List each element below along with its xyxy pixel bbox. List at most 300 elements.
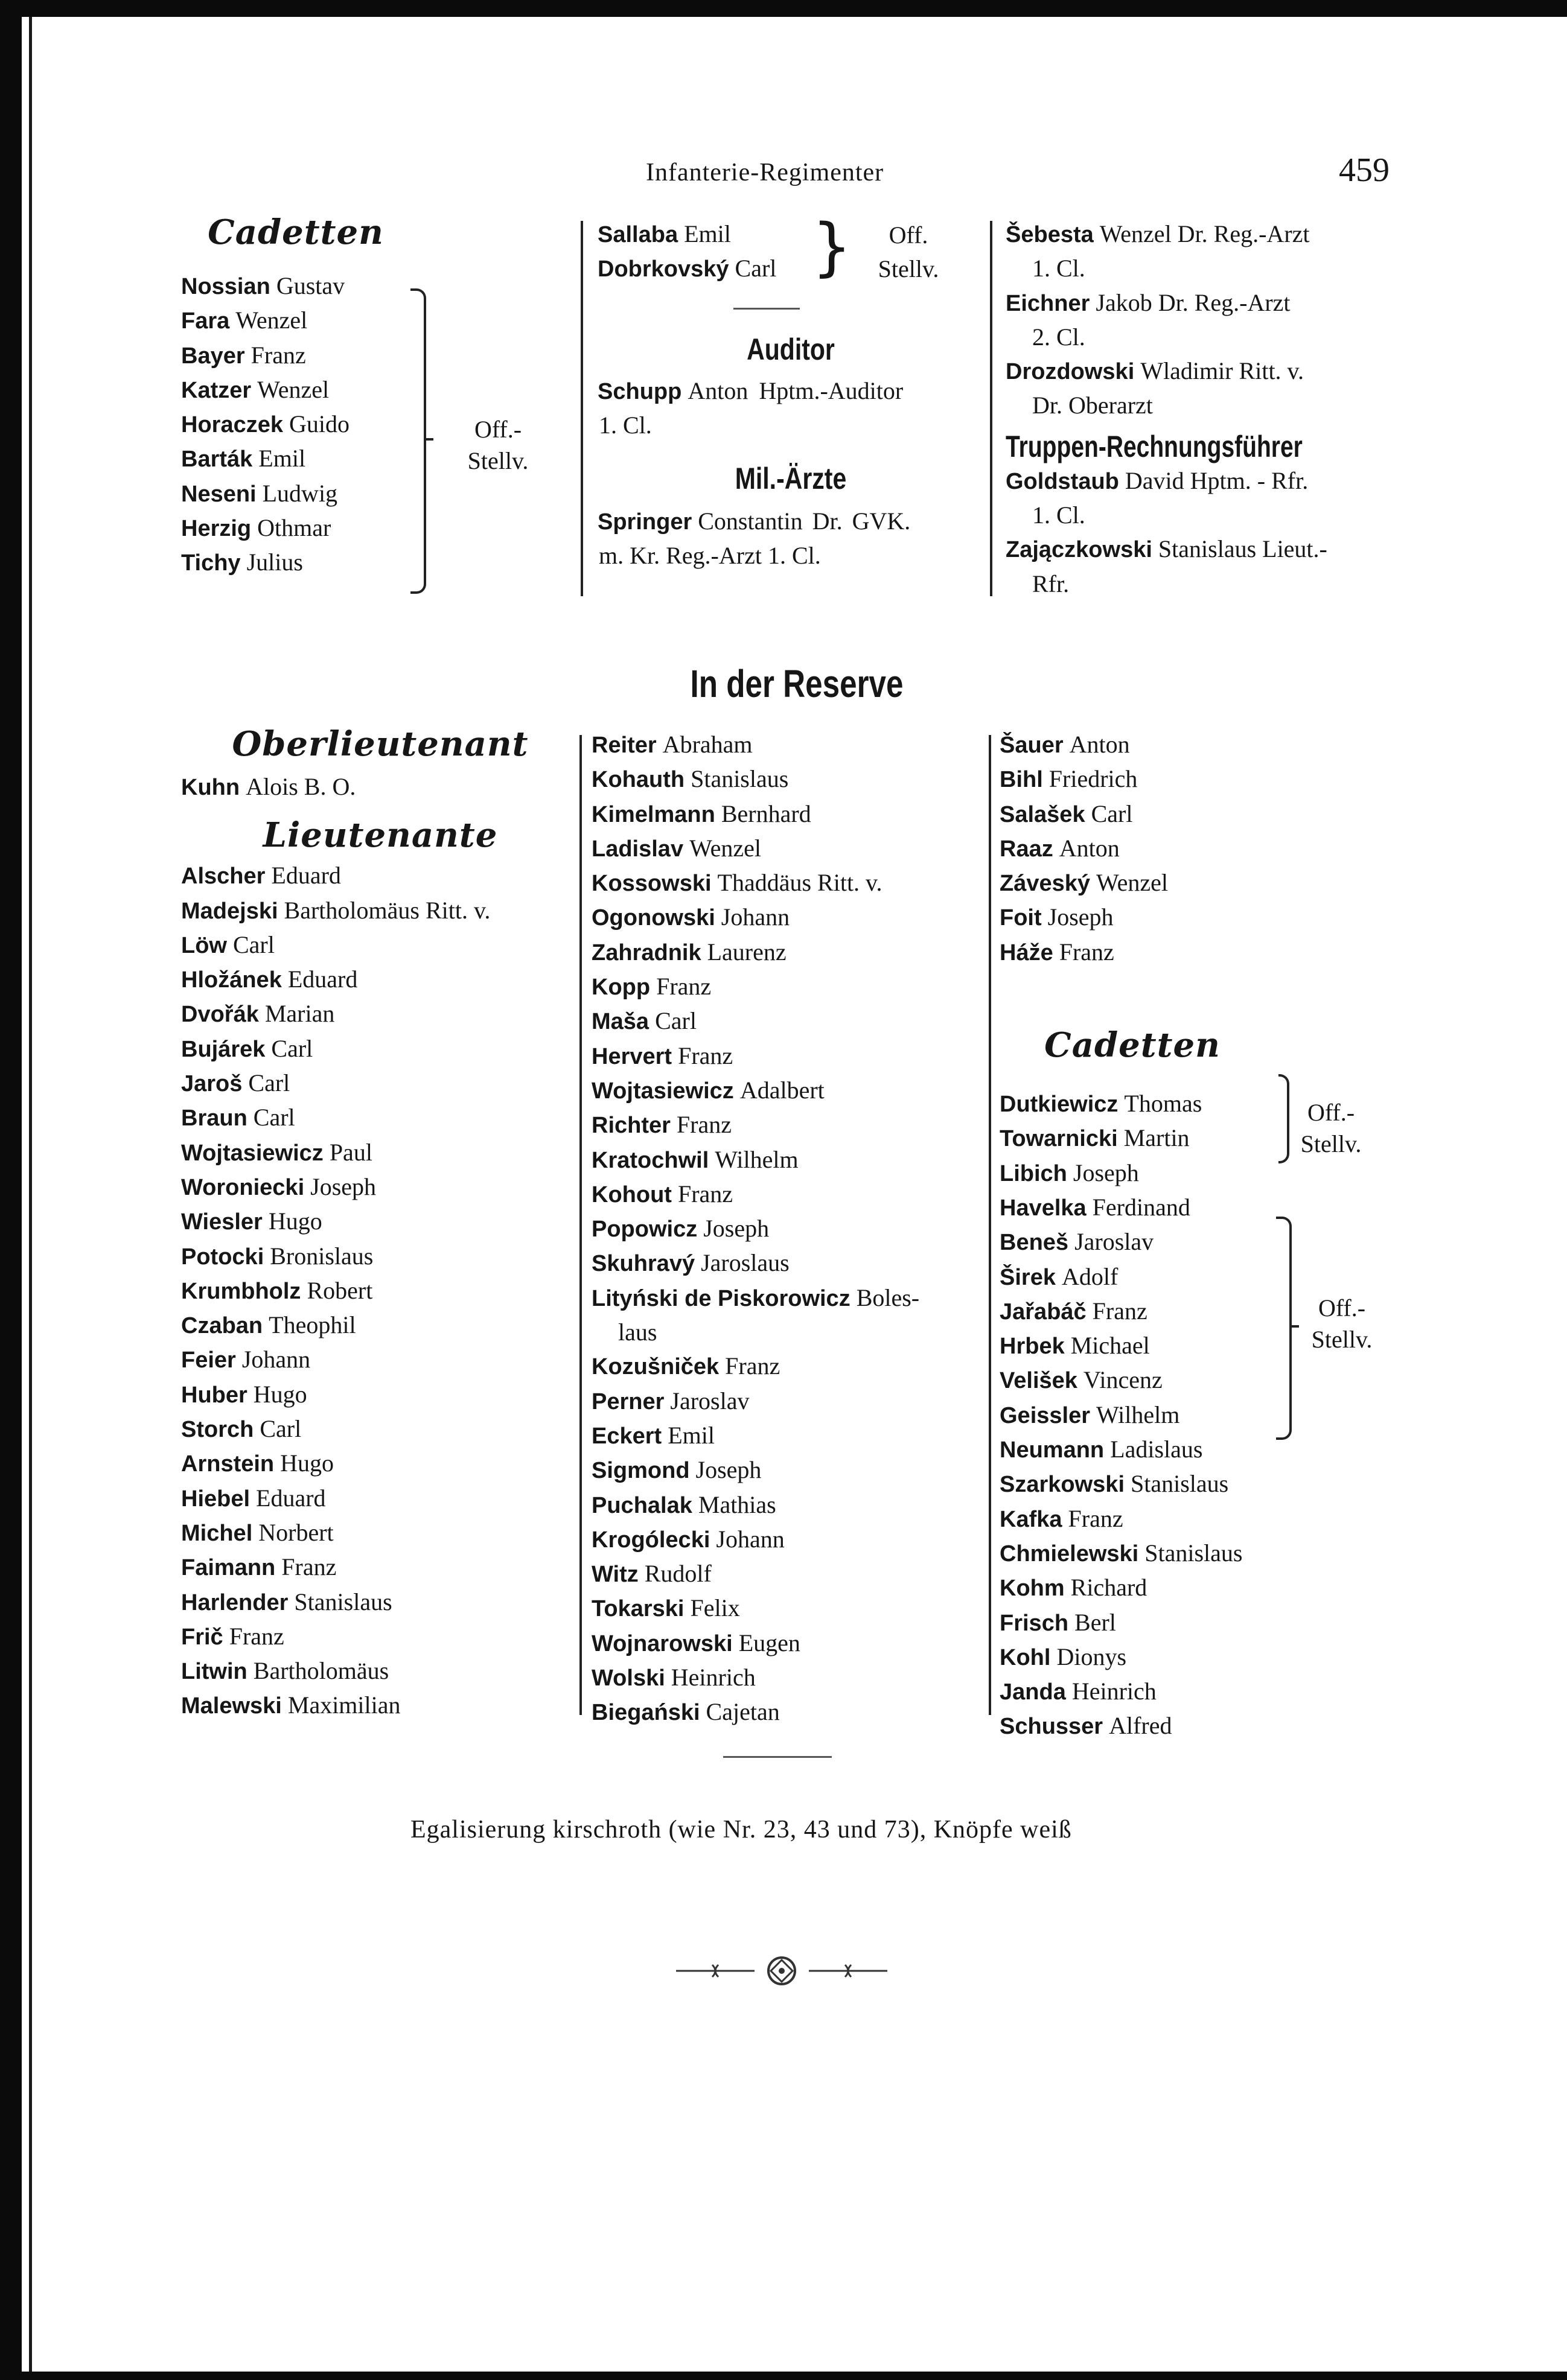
reserve-lieutenant-surname: Puchalak [592, 1492, 692, 1518]
reserve-lieutenant-surname: Eckert [592, 1423, 662, 1449]
scan-frame-left-line [29, 17, 32, 2380]
reserve-lieutenant-given-name: Robert [307, 1276, 373, 1304]
reserve-lieutenant-given-name: Abraham [662, 731, 753, 758]
reserve-brace-1-label-line1: Off.- [1307, 1099, 1355, 1126]
reserve-cadet-given-name: Franz [1068, 1504, 1123, 1532]
reserve-lieutenant-entry [592, 1281, 978, 1316]
reserve-cadet-entry [1000, 1156, 1374, 1191]
oberlieutenant-entry [181, 770, 579, 804]
reserve-lieutenant-surname: Kopp [592, 975, 651, 1001]
reserve-cadet-given-name: Berl [1074, 1608, 1116, 1636]
reserve-lieutenant-given-name: laus [618, 1319, 657, 1346]
reserve-cadet-entry [1000, 1467, 1374, 1501]
reserve-lieutenant-given-name: Carl [271, 1034, 313, 1062]
reserve-lieutenant-entry [181, 1654, 579, 1688]
reserve-lieutenant-surname: Storch [181, 1417, 254, 1443]
reserve-lieutenant-surname: Huber [181, 1382, 247, 1408]
reserve-cadet-given-name: Alfred [1109, 1712, 1172, 1740]
reserve-lieutenant-surname: Arnstein [181, 1451, 275, 1477]
reserve-cadet-given-name: Wilhelm [1096, 1401, 1180, 1428]
reserve-brace-2-label-line1: Off.- [1318, 1294, 1366, 1322]
rechnungsfuehrer-surname: Goldstaub [1006, 468, 1119, 494]
reserve-lieutenant-entry [592, 970, 978, 1004]
reserve-lieutenant-given-name: Thaddäus Ritt. v. [717, 869, 882, 897]
reserve-lieutenant-entry [592, 866, 978, 900]
reserve-cadet-surname: Beneš [1000, 1230, 1069, 1256]
regimentsarzt-entry [1006, 286, 1398, 320]
reserve-lieutenant-entry [181, 1585, 579, 1620]
reserve-cadet-surname: Neumann [1000, 1437, 1105, 1463]
reserve-lieutenant-entry [592, 1557, 978, 1591]
oberlieutenant-details: Alois B. O. [246, 773, 356, 800]
reserve-cadet-given-name: Franz [1092, 1297, 1147, 1325]
reserve-lieutenant-surname: Raaz [1000, 836, 1053, 862]
reserve-right-cadets-list [1000, 1087, 1374, 1744]
reserve-lieutenant-surname: Kossowski [592, 871, 712, 897]
reserve-lieutenant-entry [592, 1246, 978, 1281]
reserve-lieutenant-entry [181, 1688, 579, 1723]
reserve-lieutenant-given-name: Carl [655, 1007, 697, 1035]
reserve-lieutenant-entry [181, 1516, 579, 1550]
reserve-lieutenant-given-name: Adalbert [739, 1076, 825, 1104]
reserve-lieutenant-entry [181, 1343, 579, 1377]
reserve-lieutenant-surname: Hiebel [181, 1486, 251, 1512]
regimentsarzt-given-name: 1. Cl. [1032, 255, 1085, 282]
reserve-lieutenant-surname: Krumbholz [181, 1278, 301, 1304]
reserve-lieutenant-given-name: Hugo [280, 1449, 334, 1477]
reserve-lieutenant-surname: Biegański [592, 1700, 700, 1726]
reserve-lieutenant-given-name: Franz [229, 1622, 284, 1650]
reserve-lieutenant-entry [181, 1620, 579, 1654]
reserve-lieutenant-surname: Reiter [592, 733, 657, 758]
reserve-lieutenant-given-name: Hugo [268, 1208, 322, 1235]
reserve-lieutenant-entry [181, 1446, 579, 1481]
reserve-lieutenant-given-name: Heinrich [671, 1664, 756, 1691]
reserve-lieutenant-entry [181, 1481, 579, 1516]
reserve-lieutenant-given-name: Eduard [271, 862, 341, 889]
reserve-lieutenant-entry [592, 762, 978, 797]
reserve-lieutenant-entry [181, 1032, 579, 1066]
reserve-lieutenant-entry [1000, 832, 1374, 866]
reserve-left-column [181, 724, 579, 1723]
reserve-lieutenant-entry [592, 1039, 978, 1074]
oberlieutenant-surname: Kuhn [181, 775, 240, 800]
reserve-cadet-surname: Dutkiewicz [1000, 1092, 1119, 1118]
reserve-cadet-entry [1000, 1260, 1374, 1294]
reserve-left-list [181, 859, 579, 1723]
arzt-details: Constantin Dr. GVK. [698, 507, 911, 535]
reserve-middle-column [592, 728, 978, 1730]
reserve-lieutenant-surname: Ogonowski [592, 905, 715, 931]
upper-mid-brace-label-line1: Off. [889, 221, 928, 249]
reserve-lieutenant-surname: Wojnarowski [592, 1631, 733, 1656]
footer-separator [723, 1756, 832, 1758]
reserve-lieutenant-surname: Salašek [1000, 801, 1085, 827]
reserve-lieutenant-given-name: Franz [656, 973, 712, 1001]
reserve-cadet-surname: Velišek [1000, 1368, 1077, 1394]
reserve-lieutenant-given-name: Anton [1069, 731, 1130, 758]
reserve-lieutenant-entry [592, 1453, 978, 1488]
offizier-stellv-block [598, 210, 984, 288]
offizier-stellv-surname: Dobrkovský [598, 256, 729, 282]
reserve-cadet-given-name: Thomas [1124, 1090, 1202, 1118]
upper-mid-brace-label-line2: Stellv. [878, 255, 939, 282]
reserve-lieutenant-surname: Záveský [1000, 871, 1091, 897]
reserve-lieutenant-surname: Bujárek [181, 1036, 266, 1062]
cadet-surname: Fara [181, 308, 230, 334]
reserve-lieutenant-surname: Feier [181, 1348, 236, 1373]
reserve-lieutenant-entry [592, 1661, 978, 1695]
reserve-lieutenant-given-name: Eduard [287, 966, 358, 993]
reserve-lieutenant-surname: Wiesler [181, 1209, 263, 1235]
reserve-lieutenant-surname: Malewski [181, 1693, 282, 1719]
reserve-lieutenant-surname: Woroniecki [181, 1174, 305, 1200]
reserve-brace-2-label [1297, 1293, 1387, 1355]
reserve-cadet-entry [1000, 1571, 1374, 1605]
reserve-cadet-surname: Towarnicki [1000, 1126, 1118, 1152]
reserve-cadet-entry [1000, 1606, 1374, 1640]
oberlieutenant-heading: Oberlieutenant [232, 724, 529, 764]
reserve-cadet-surname: Chmielewski [1000, 1541, 1139, 1567]
reserve-cadet-surname: Schusser [1000, 1714, 1103, 1740]
reserve-lieutenant-entry [1000, 866, 1374, 900]
reserve-lieutenant-entry [592, 1488, 978, 1522]
rechnungsfuehrer-entry [1006, 498, 1398, 532]
reserve-cadet-given-name: Stanislaus [1131, 1470, 1229, 1498]
reserve-cadet-entry [1000, 1191, 1374, 1225]
reserve-lieutenant-given-name: Franz [678, 1042, 733, 1069]
regimentsarzt-entry [1006, 252, 1398, 285]
upper-divider-right [990, 221, 992, 596]
reserve-lieutenant-given-name: Franz [725, 1352, 780, 1380]
reserve-brace-2-label-line2: Stellv. [1311, 1326, 1373, 1353]
reserve-cadet-surname: Hrbek [1000, 1334, 1065, 1360]
rechnungsfuehrer-given-name: David Hptm. - Rfr. [1125, 466, 1309, 494]
upper-middle-column [598, 210, 984, 573]
reserve-cadet-given-name: Joseph [1073, 1159, 1139, 1186]
reserve-brace-1-label [1286, 1097, 1376, 1160]
reserve-cadetten-heading: Cadetten [1044, 1025, 1221, 1066]
reserve-lieutenant-given-name: Carl [253, 1104, 295, 1131]
reserve-lieutenant-entry [592, 1419, 978, 1453]
reserve-lieutenant-surname: Witz [592, 1562, 639, 1588]
reserve-cadet-surname: Szarkowski [1000, 1472, 1125, 1498]
reserve-lieutenant-given-name: Bronislaus [270, 1242, 374, 1270]
reserve-lieutenant-surname: Braun [181, 1106, 247, 1131]
reserve-lieutenant-surname: Michel [181, 1520, 253, 1546]
cadet-given-name: Guido [289, 410, 349, 438]
reserve-lieutenant-given-name: Johann [716, 1525, 785, 1553]
reserve-lieutenant-given-name: Anton [1059, 834, 1120, 862]
reserve-lieutenant-given-name: Maximilian [287, 1691, 401, 1719]
reserve-lieutenant-given-name: Boles- [856, 1284, 920, 1311]
reserve-lieutenant-surname: Šauer [1000, 733, 1064, 758]
upper-left-brace-point [425, 438, 433, 441]
rechnungsfuehrer-entry [1006, 567, 1398, 601]
reserve-lieutenant-surname: Frič [181, 1624, 223, 1650]
reserve-lieutenant-given-name: Joseph [695, 1456, 762, 1484]
reserve-lieutenant-entry [1000, 900, 1374, 935]
reserve-cadet-entry [1000, 1709, 1374, 1743]
cadet-given-name: Wenzel [257, 375, 330, 403]
cadet-given-name: Ludwig [262, 479, 338, 507]
reserve-cadet-given-name: Ladislaus [1110, 1436, 1203, 1463]
reserve-lieutenant-entry [181, 1170, 579, 1204]
reserve-lieutenant-entry [592, 1591, 978, 1626]
reserve-lieutenant-entry [592, 1212, 978, 1246]
upper-left-brace-label-line2: Stellv. [467, 447, 529, 474]
reserve-lieutenant-given-name: Jaroslaus [701, 1249, 790, 1277]
reserve-cadet-surname: Kafka [1000, 1506, 1062, 1532]
reserve-lieutenant-surname: Richter [592, 1113, 671, 1139]
reserve-lieutenant-given-name: Felix [690, 1594, 740, 1622]
cadet-entry [181, 304, 410, 338]
reserve-lieutenant-entry [181, 1274, 579, 1308]
reserve-cadet-given-name: Jaroslav [1074, 1228, 1154, 1256]
reserve-cadet-given-name: Martin [1123, 1124, 1190, 1152]
reserve-lieutenant-surname: Ladislav [592, 836, 684, 862]
reserve-lieutenant-given-name: Bartholomäus Ritt. v. [284, 896, 491, 924]
upper-right-list [1006, 217, 1398, 423]
cadet-surname: Horaczek [181, 412, 283, 438]
reserve-cadet-surname: Kohm [1000, 1576, 1065, 1602]
reserve-lieutenant-given-name: Jaroslav [670, 1387, 750, 1414]
reserve-cadet-entry [1000, 1433, 1374, 1467]
reserve-lieutenant-given-name: Wilhelm [715, 1145, 799, 1173]
upper-divider-left [581, 221, 583, 596]
reserve-lieutenant-given-name: Paul [329, 1138, 372, 1166]
reserve-lieutenant-entry [592, 1108, 978, 1142]
reserve-lieutenant-entry [181, 962, 579, 997]
reserve-cadet-given-name: Heinrich [1071, 1678, 1157, 1705]
cadet-entry [181, 511, 410, 546]
reserve-lieutenant-surname: Lityński de Piskorowicz [592, 1285, 851, 1311]
reserve-lieutenant-given-name: Joseph [310, 1172, 377, 1200]
regimentsarzt-surname: Eichner [1006, 290, 1090, 316]
reserve-lieutenant-surname: Wolski [592, 1666, 665, 1691]
cadet-surname: Katzer [181, 377, 252, 403]
reserve-lieutenant-surname: Hložánek [181, 967, 282, 993]
auditor-details: Anton Hptm.-Auditor [688, 377, 904, 404]
scan-frame-left [0, 0, 22, 2380]
reserve-lieutenant-given-name: Friedrich [1048, 765, 1138, 793]
reserve-lieutenant-surname: Kratochwil [592, 1147, 709, 1173]
scan-frame-top [0, 0, 1567, 17]
offizier-stellv-given-name: Emil [684, 220, 731, 247]
reserve-lieutenant-entry [181, 1308, 579, 1343]
running-head: Infanterie-Regimenter [646, 159, 884, 186]
reserve-lieutenant-entry [181, 1550, 579, 1585]
reserve-lieutenant-entry [592, 797, 978, 832]
reserve-lieutenant-surname: Kimelmann [592, 801, 715, 827]
cadet-given-name: Wenzel [235, 307, 308, 334]
reserve-lieutenant-entry [181, 1239, 579, 1274]
upper-left-brace [410, 288, 426, 594]
reserve-right-top-list [1000, 728, 1374, 970]
reserve-lieutenant-surname: Skuhravý [592, 1251, 695, 1277]
auditor-surname: Schupp [598, 379, 682, 404]
reserve-title: In der Reserve [690, 662, 904, 705]
reserve-lieutenant-surname: Alscher [181, 864, 266, 889]
reserve-lieutenant-given-name: Norbert [258, 1518, 334, 1546]
reserve-divider-left [579, 735, 582, 1715]
lieutenante-heading: Lieutenante [263, 815, 498, 856]
reserve-lieutenant-entry [181, 1412, 579, 1446]
upper-mid-brace-glyph: } [812, 210, 852, 284]
reserve-lieutenant-given-name: Stanislaus [294, 1588, 392, 1615]
reserve-lieutenant-surname: Wojtasiewicz [181, 1140, 324, 1166]
auditor-entry [598, 374, 984, 409]
reserve-cadet-entry [1000, 1675, 1374, 1709]
cadet-given-name: Othmar [257, 514, 331, 542]
cadet-entry [181, 546, 410, 580]
reserve-lieutenant-surname: Faimann [181, 1555, 276, 1581]
reserve-lieutenant-surname: Tokarski [592, 1596, 685, 1622]
reserve-lieutenant-given-name: Rudolf [644, 1560, 712, 1588]
rechnungsfuehrer-heading: Truppen-Rechnungsführer [1006, 429, 1303, 463]
upper-left-list [181, 269, 410, 581]
reserve-lieutenant-surname: Foit [1000, 905, 1042, 931]
page-number: 459 [1339, 151, 1390, 189]
cadet-entry [181, 339, 410, 373]
reserve-lieutenant-surname: Dvořák [181, 1002, 259, 1028]
reserve-lieutenant-given-name: Johann [721, 903, 790, 931]
reserve-cadet-surname: Libich [1000, 1160, 1067, 1186]
cadet-entry [181, 407, 410, 442]
reserve-lieutenant-given-name: Mathias [698, 1491, 776, 1518]
reserve-cadet-entry [1000, 1502, 1374, 1536]
upper-left-brace-label [459, 414, 537, 477]
aerzte-heading: Mil.-Ärzte [735, 461, 847, 495]
reserve-lieutenant-entry [1000, 762, 1374, 797]
reserve-lieutenant-entry [592, 1384, 978, 1419]
reserve-lieutenant-entry [592, 935, 978, 970]
reserve-lieutenant-entry [181, 1136, 579, 1170]
cadet-entry [181, 477, 410, 511]
reserve-lieutenant-entry [592, 1349, 978, 1384]
regimentsarzt-entry [1006, 320, 1398, 354]
reserve-lieutenant-surname: Czaban [181, 1313, 263, 1339]
cadet-entry [181, 269, 410, 304]
upper-right-column [1006, 217, 1398, 601]
reserve-lieutenant-entry [592, 900, 978, 935]
reserve-lieutenant-given-name: Franz [676, 1111, 732, 1139]
reserve-lieutenant-entry [181, 1101, 579, 1135]
regimentsarzt-given-name: Wladimir Ritt. v. [1140, 357, 1304, 385]
cadet-surname: Herzig [181, 516, 252, 542]
reserve-lieutenant-entry [1000, 935, 1374, 970]
cadet-surname: Tichy [181, 550, 241, 576]
reserve-lieutenant-given-name: Marian [264, 1000, 335, 1028]
reserve-lieutenant-surname: Popowicz [592, 1217, 698, 1242]
rechnungsfuehrer-given-name: Stanislaus Lieut.- [1158, 535, 1327, 563]
rechnungsfuehrer-entry [1006, 464, 1398, 498]
reserve-cadet-given-name: Ferdinand [1092, 1193, 1190, 1221]
reserve-lieutenant-entry [592, 728, 978, 762]
reserve-lieutenant-surname: Bihl [1000, 767, 1043, 793]
auditor-heading: Auditor [747, 332, 835, 366]
reserve-lieutenant-given-name: Eugen [738, 1629, 800, 1656]
reserve-cadet-given-name: Stanislaus [1144, 1539, 1243, 1567]
reserve-lieutenant-surname: Háže [1000, 940, 1053, 966]
reserve-lieutenant-entry [181, 997, 579, 1031]
reserve-cadet-surname: Širek [1000, 1264, 1056, 1290]
reserve-lieutenant-given-name: Carl [248, 1069, 290, 1097]
reserve-lieutenant-surname: Sigmond [592, 1458, 690, 1484]
reserve-lieutenant-given-name: Emil [668, 1421, 715, 1449]
reserve-lieutenant-given-name: Eduard [256, 1484, 326, 1512]
reserve-lieutenant-surname: Löw [181, 932, 227, 958]
reserve-right-column [1000, 728, 1374, 1744]
cadet-surname: Bayer [181, 343, 245, 369]
reserve-cadet-surname: Janda [1000, 1679, 1066, 1705]
reserve-lieutenant-given-name: Hugo [253, 1380, 307, 1408]
reserve-lieutenant-entry [181, 928, 579, 962]
reserve-lieutenant-surname: Wojtasiewicz [592, 1078, 734, 1104]
cadet-given-name: Julius [246, 549, 303, 576]
reserve-cadet-surname: Geissler [1000, 1402, 1090, 1428]
regimentsarzt-entry [1006, 389, 1398, 422]
reserve-lieutenant-surname: Krogólecki [592, 1527, 710, 1553]
scan-frame-bottom [0, 2372, 1567, 2380]
reserve-cadet-given-name: Vincenz [1083, 1366, 1163, 1394]
cadet-entry [181, 442, 410, 476]
offizier-stellv-surname: Sallaba [598, 222, 678, 247]
reserve-brace-1-label-line2: Stellv. [1300, 1130, 1362, 1157]
reserve-lieutenant-given-name: Bartholomäus [253, 1657, 389, 1685]
reserve-cadet-surname: Kohl [1000, 1644, 1051, 1670]
footer-egalisierung: Egalisierung kirschroth (wie Nr. 23, 43 und 73), Knöpfe weiß [410, 1816, 1072, 1844]
reserve-lieutenant-given-name: Franz [281, 1553, 337, 1581]
cadet-surname: Neseni [181, 481, 257, 507]
reserve-lieutenant-surname: Harlender [181, 1589, 289, 1615]
cadet-given-name: Emil [258, 445, 306, 472]
reserve-lieutenant-surname: Litwin [181, 1659, 247, 1685]
reserve-lieutenant-surname: Zahradnik [592, 940, 701, 966]
reserve-lieutenant-given-name: Carl [232, 931, 275, 958]
reserve-lieutenant-surname: Potocki [181, 1244, 264, 1270]
reserve-cadet-given-name: Michael [1070, 1332, 1150, 1360]
reserve-lieutenant-given-name: Bernhard [721, 800, 811, 827]
reserve-lieutenant-given-name: Laurenz [707, 938, 787, 966]
reserve-lieutenant-entry [1000, 728, 1374, 762]
rechnungsfuehrer-entry [1006, 532, 1398, 567]
upper-right-rf-list [1006, 464, 1398, 601]
reserve-lieutenant-given-name: Wenzel [689, 834, 762, 862]
reserve-lieutenant-entry [592, 1143, 978, 1177]
arzt-surname: Springer [598, 509, 692, 535]
reserve-lieutenant-given-name: Franz [1059, 938, 1114, 966]
regimentsarzt-entry [1006, 354, 1398, 389]
regimentsarzt-entry [1006, 217, 1398, 252]
regimentsarzt-surname: Drozdowski [1006, 359, 1135, 385]
reserve-cadet-surname: Frisch [1000, 1610, 1069, 1636]
auditor-separator [733, 308, 800, 310]
reserve-lieutenant-entry [181, 859, 579, 893]
reserve-lieutenant-given-name: Joseph [703, 1215, 770, 1242]
upper-mid-brace-label [863, 218, 954, 286]
reserve-lieutenant-surname: Madejski [181, 898, 278, 924]
reserve-lieutenant-entry [592, 1522, 978, 1557]
cadet-surname: Nossian [181, 274, 270, 299]
reserve-lieutenant-given-name: Stanislaus [691, 765, 789, 793]
reserve-cadet-entry [1000, 1536, 1374, 1571]
reserve-cadet-entry [1000, 1640, 1374, 1675]
reserve-cadet-given-name: Dionys [1056, 1643, 1127, 1670]
reserve-lieutenant-entry [592, 1626, 978, 1661]
reserve-mid-list [592, 728, 978, 1730]
reserve-cadet-surname: Havelka [1000, 1195, 1087, 1221]
